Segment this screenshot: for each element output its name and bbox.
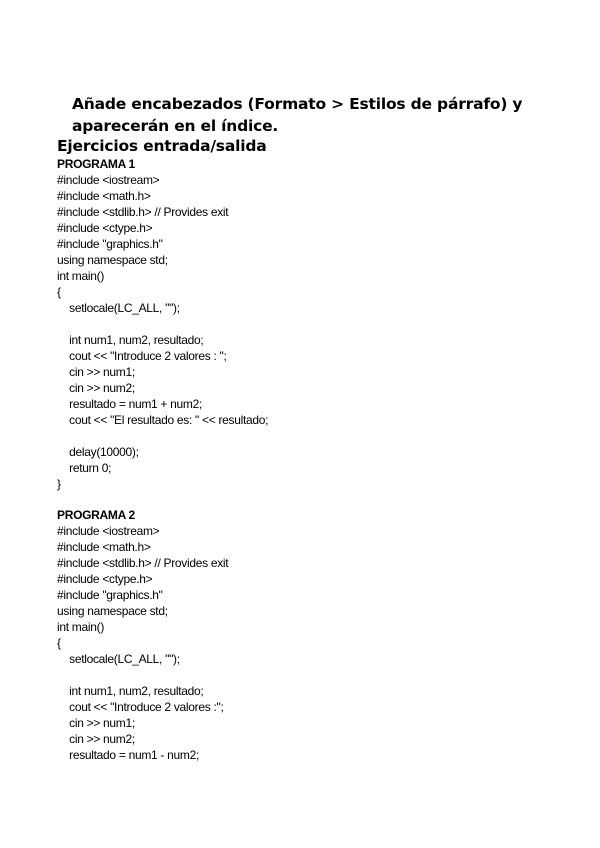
code-line: using namespace std;: [57, 253, 168, 267]
code-line: [57, 428, 537, 444]
code-line: cin >> num2;: [57, 381, 135, 395]
code-line: #include "graphics.h": [57, 237, 163, 251]
code-line: [57, 667, 537, 683]
code-line: setlocale(LC_ALL, "");: [57, 652, 180, 666]
code-line: return 0;: [57, 461, 112, 475]
heading-hint: [72, 93, 542, 137]
section-heading: Ejercicios entrada/salida: [57, 137, 267, 155]
code-line: resultado = num1 + num2;: [57, 397, 203, 411]
program-1-block: [57, 156, 537, 492]
code-line: resultado = num1 - num2;: [57, 748, 200, 762]
code-line: #include <ctype.h>: [57, 572, 153, 586]
heading-hint-line-2: aparecerán en el índice.: [72, 117, 279, 135]
code-line: int num1, num2, resultado;: [57, 684, 204, 698]
program-code: [57, 172, 537, 492]
code-line: #include <iostream>: [57, 524, 160, 538]
code-line: #include <math.h>: [57, 540, 151, 554]
program-code: [57, 523, 537, 763]
code-line: [57, 316, 537, 332]
code-line: int main(): [57, 620, 105, 634]
program-title: PROGRAMA 2: [57, 508, 135, 522]
code-line: cout << "El resultado es: " << resultado;: [57, 413, 269, 427]
code-line: int main(): [57, 269, 105, 283]
code-line: cin >> num1;: [57, 716, 135, 730]
code-line: cin >> num1;: [57, 365, 135, 379]
code-line: #include <stdlib.h> // Provides exit: [57, 205, 229, 219]
code-line: #include <stdlib.h> // Provides exit: [57, 556, 229, 570]
code-line: cout << "Introduce 2 valores :";: [57, 700, 224, 714]
heading-hint-line-1: Añade encabezados (Formato > Estilos de párrafo) y: [72, 95, 523, 113]
code-line: {: [57, 636, 61, 650]
code-line: }: [57, 477, 61, 491]
code-line: delay(10000);: [57, 445, 139, 459]
code-line: int num1, num2, resultado;: [57, 333, 204, 347]
code-line: #include <ctype.h>: [57, 221, 153, 235]
program-title: PROGRAMA 1: [57, 157, 135, 171]
code-line: using namespace std;: [57, 604, 168, 618]
code-line: #include <math.h>: [57, 189, 151, 203]
code-line: {: [57, 285, 61, 299]
code-line: #include "graphics.h": [57, 588, 163, 602]
program-2-block: [57, 507, 537, 763]
code-line: #include <iostream>: [57, 173, 160, 187]
code-line: cin >> num2;: [57, 732, 135, 746]
code-line: setlocale(LC_ALL, "");: [57, 301, 180, 315]
code-line: cout << "Introduce 2 valores : ";: [57, 349, 227, 363]
